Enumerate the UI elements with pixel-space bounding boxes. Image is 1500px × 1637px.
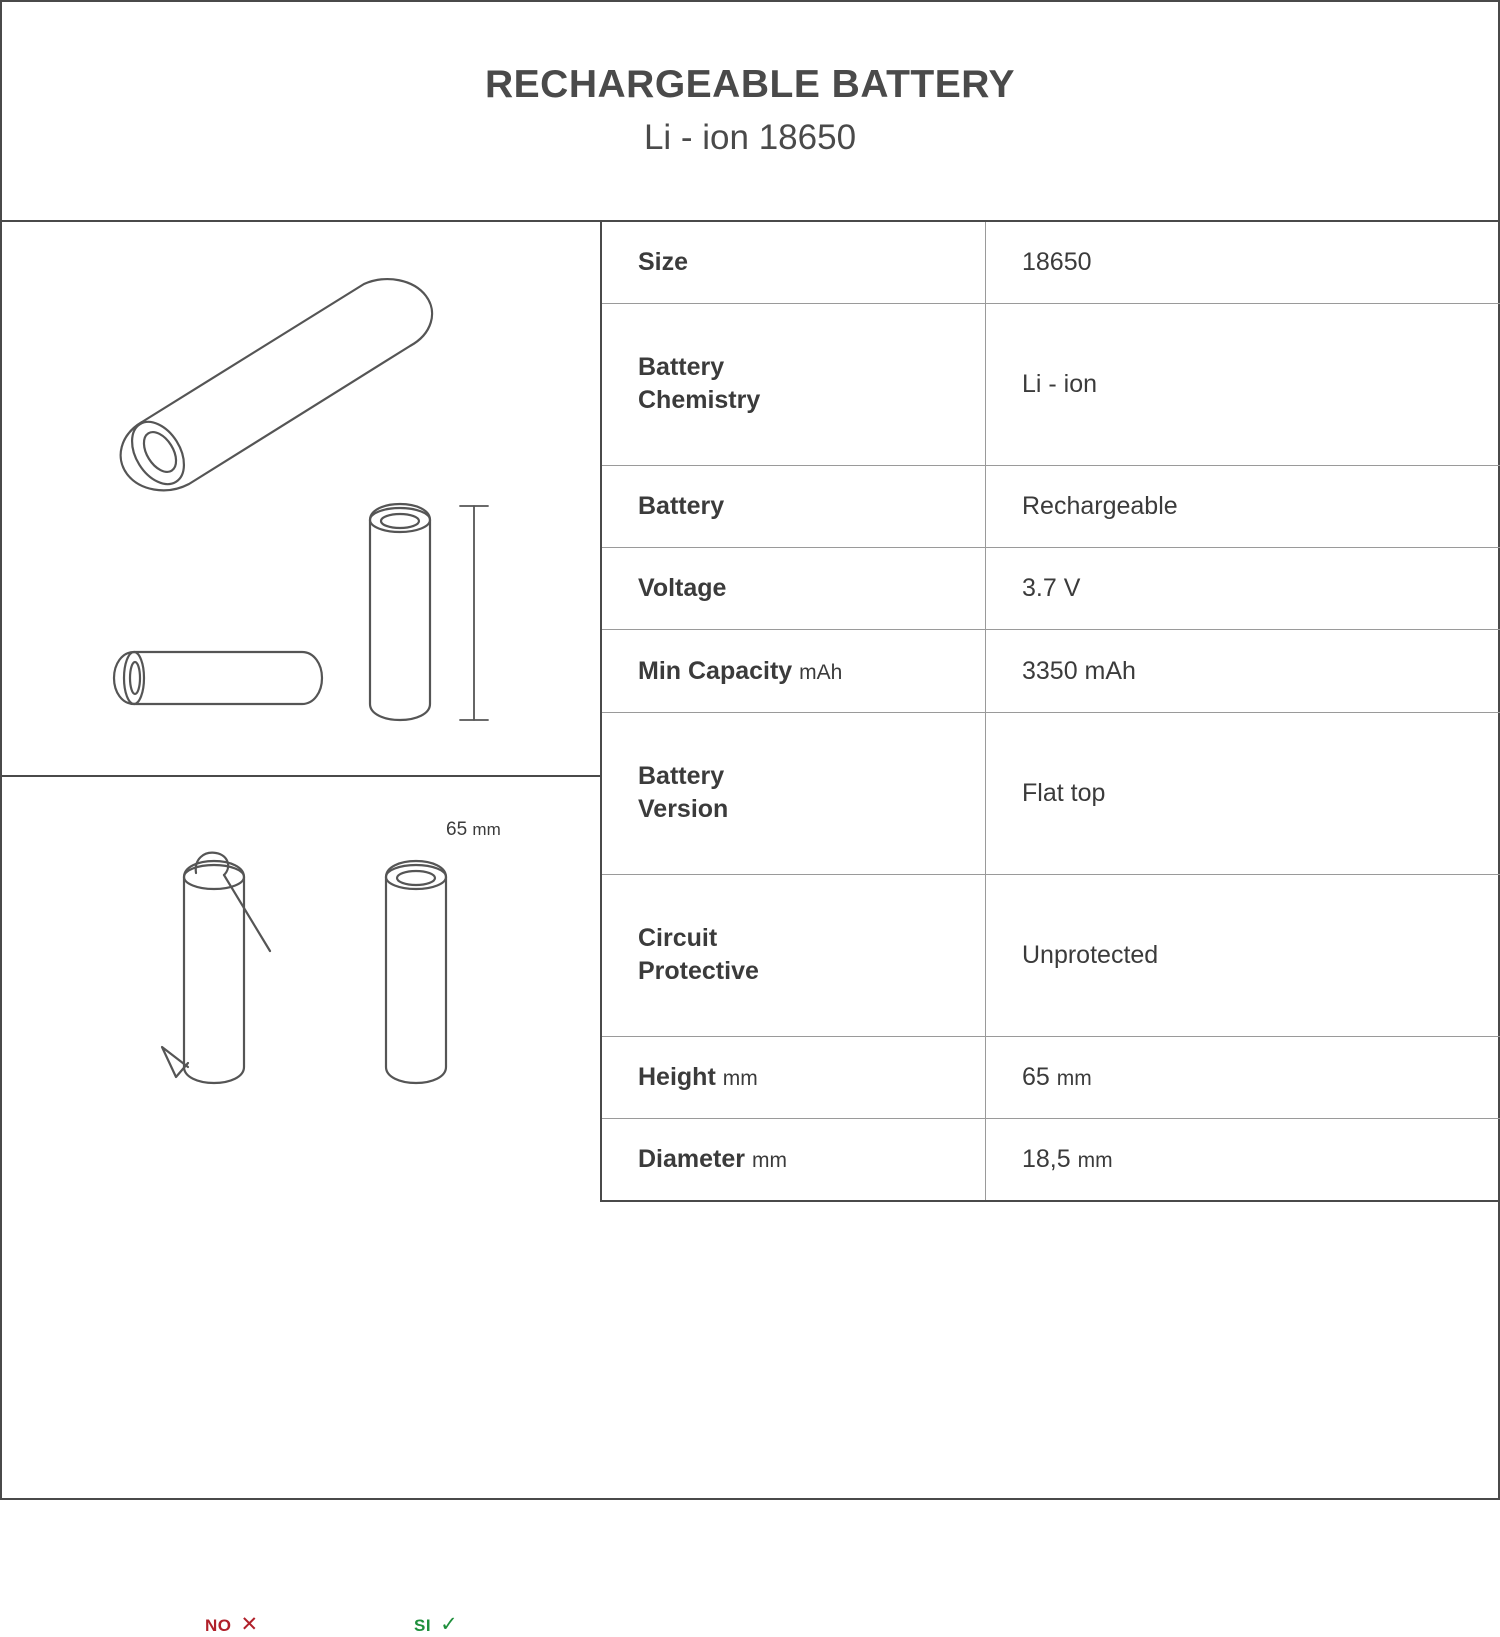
spec-key: [602, 630, 986, 712]
battery-flat-top-icon: [386, 861, 446, 1083]
specifications-table: [602, 222, 1500, 1202]
spec-key: [602, 303, 986, 465]
height-dimension-line: [460, 506, 488, 720]
spec-value-text: 65: [1022, 1063, 1050, 1091]
spec-key: Voltage: [602, 548, 986, 630]
spec-key: Battery: [602, 465, 986, 547]
spec-key-unit: mAh: [799, 661, 842, 684]
spec-value: [986, 1037, 1500, 1119]
spec-key: [602, 874, 986, 1036]
spec-value: Unprotected: [986, 874, 1500, 1036]
page-title: RECHARGEABLE BATTERY: [485, 64, 1015, 107]
spec-key-text: Min Capacity: [638, 657, 792, 685]
spec-value-unit: mm: [1057, 1067, 1092, 1090]
spec-key-unit: mm: [752, 1149, 787, 1172]
spec-value-text: 18,5: [1022, 1145, 1071, 1173]
battery-horizontal-icon: [114, 652, 322, 704]
spec-key: [602, 1119, 986, 1200]
table-row: [602, 222, 1500, 303]
spec-key: [602, 1037, 986, 1119]
spec-value: Li - ion: [986, 303, 1500, 465]
spec-key-text: Height: [638, 1063, 716, 1091]
table-row: [602, 630, 1500, 712]
tabs-comparison-panel: [2, 777, 602, 1202]
status-badge-si: SI ✓: [414, 1612, 458, 1637]
spec-value: Flat top: [986, 712, 1500, 874]
battery-vertical-icon: [370, 504, 430, 720]
illustration-column: [2, 222, 602, 1202]
table-row: [602, 874, 1500, 1036]
spec-value: [986, 1119, 1500, 1200]
tabs-comparison-drawing: [2, 777, 602, 1202]
spec-value: 3.7 V: [986, 548, 1500, 630]
table-row: [602, 465, 1500, 547]
spec-value-unit: mm: [1078, 1149, 1113, 1172]
table-row: [602, 303, 1500, 465]
table-row: [602, 1119, 1500, 1200]
spec-key-text: Circuit Protective: [638, 924, 759, 985]
spec-value: 18650: [986, 222, 1500, 303]
height-dimension-label: 65 mm: [446, 819, 501, 841]
footer-area: [2, 1202, 1498, 1498]
spec-key-text: Battery Version: [638, 762, 728, 823]
spec-key: [602, 712, 986, 874]
spec-value: 3350 mAh: [986, 630, 1500, 712]
table-row: [602, 548, 1500, 630]
spec-key-text: Diameter: [638, 1145, 745, 1173]
table-row: [602, 1037, 1500, 1119]
spec-key-unit: mm: [723, 1067, 758, 1090]
spec-key: Size: [602, 222, 986, 303]
battery-isometric-icon: [121, 279, 432, 493]
spec-value: Rechargeable: [986, 465, 1500, 547]
page-subtitle: Li - ion 18650: [644, 119, 856, 158]
table-row: [602, 712, 1500, 874]
battery-views-drawing: [2, 222, 602, 777]
spec-key-text: Battery Chemistry: [638, 353, 760, 414]
status-badge-no: NO ✕: [205, 1612, 259, 1637]
battery-views-panel: [2, 222, 602, 777]
title-block: [2, 2, 1498, 222]
battery-with-tabs-icon: [162, 853, 270, 1083]
